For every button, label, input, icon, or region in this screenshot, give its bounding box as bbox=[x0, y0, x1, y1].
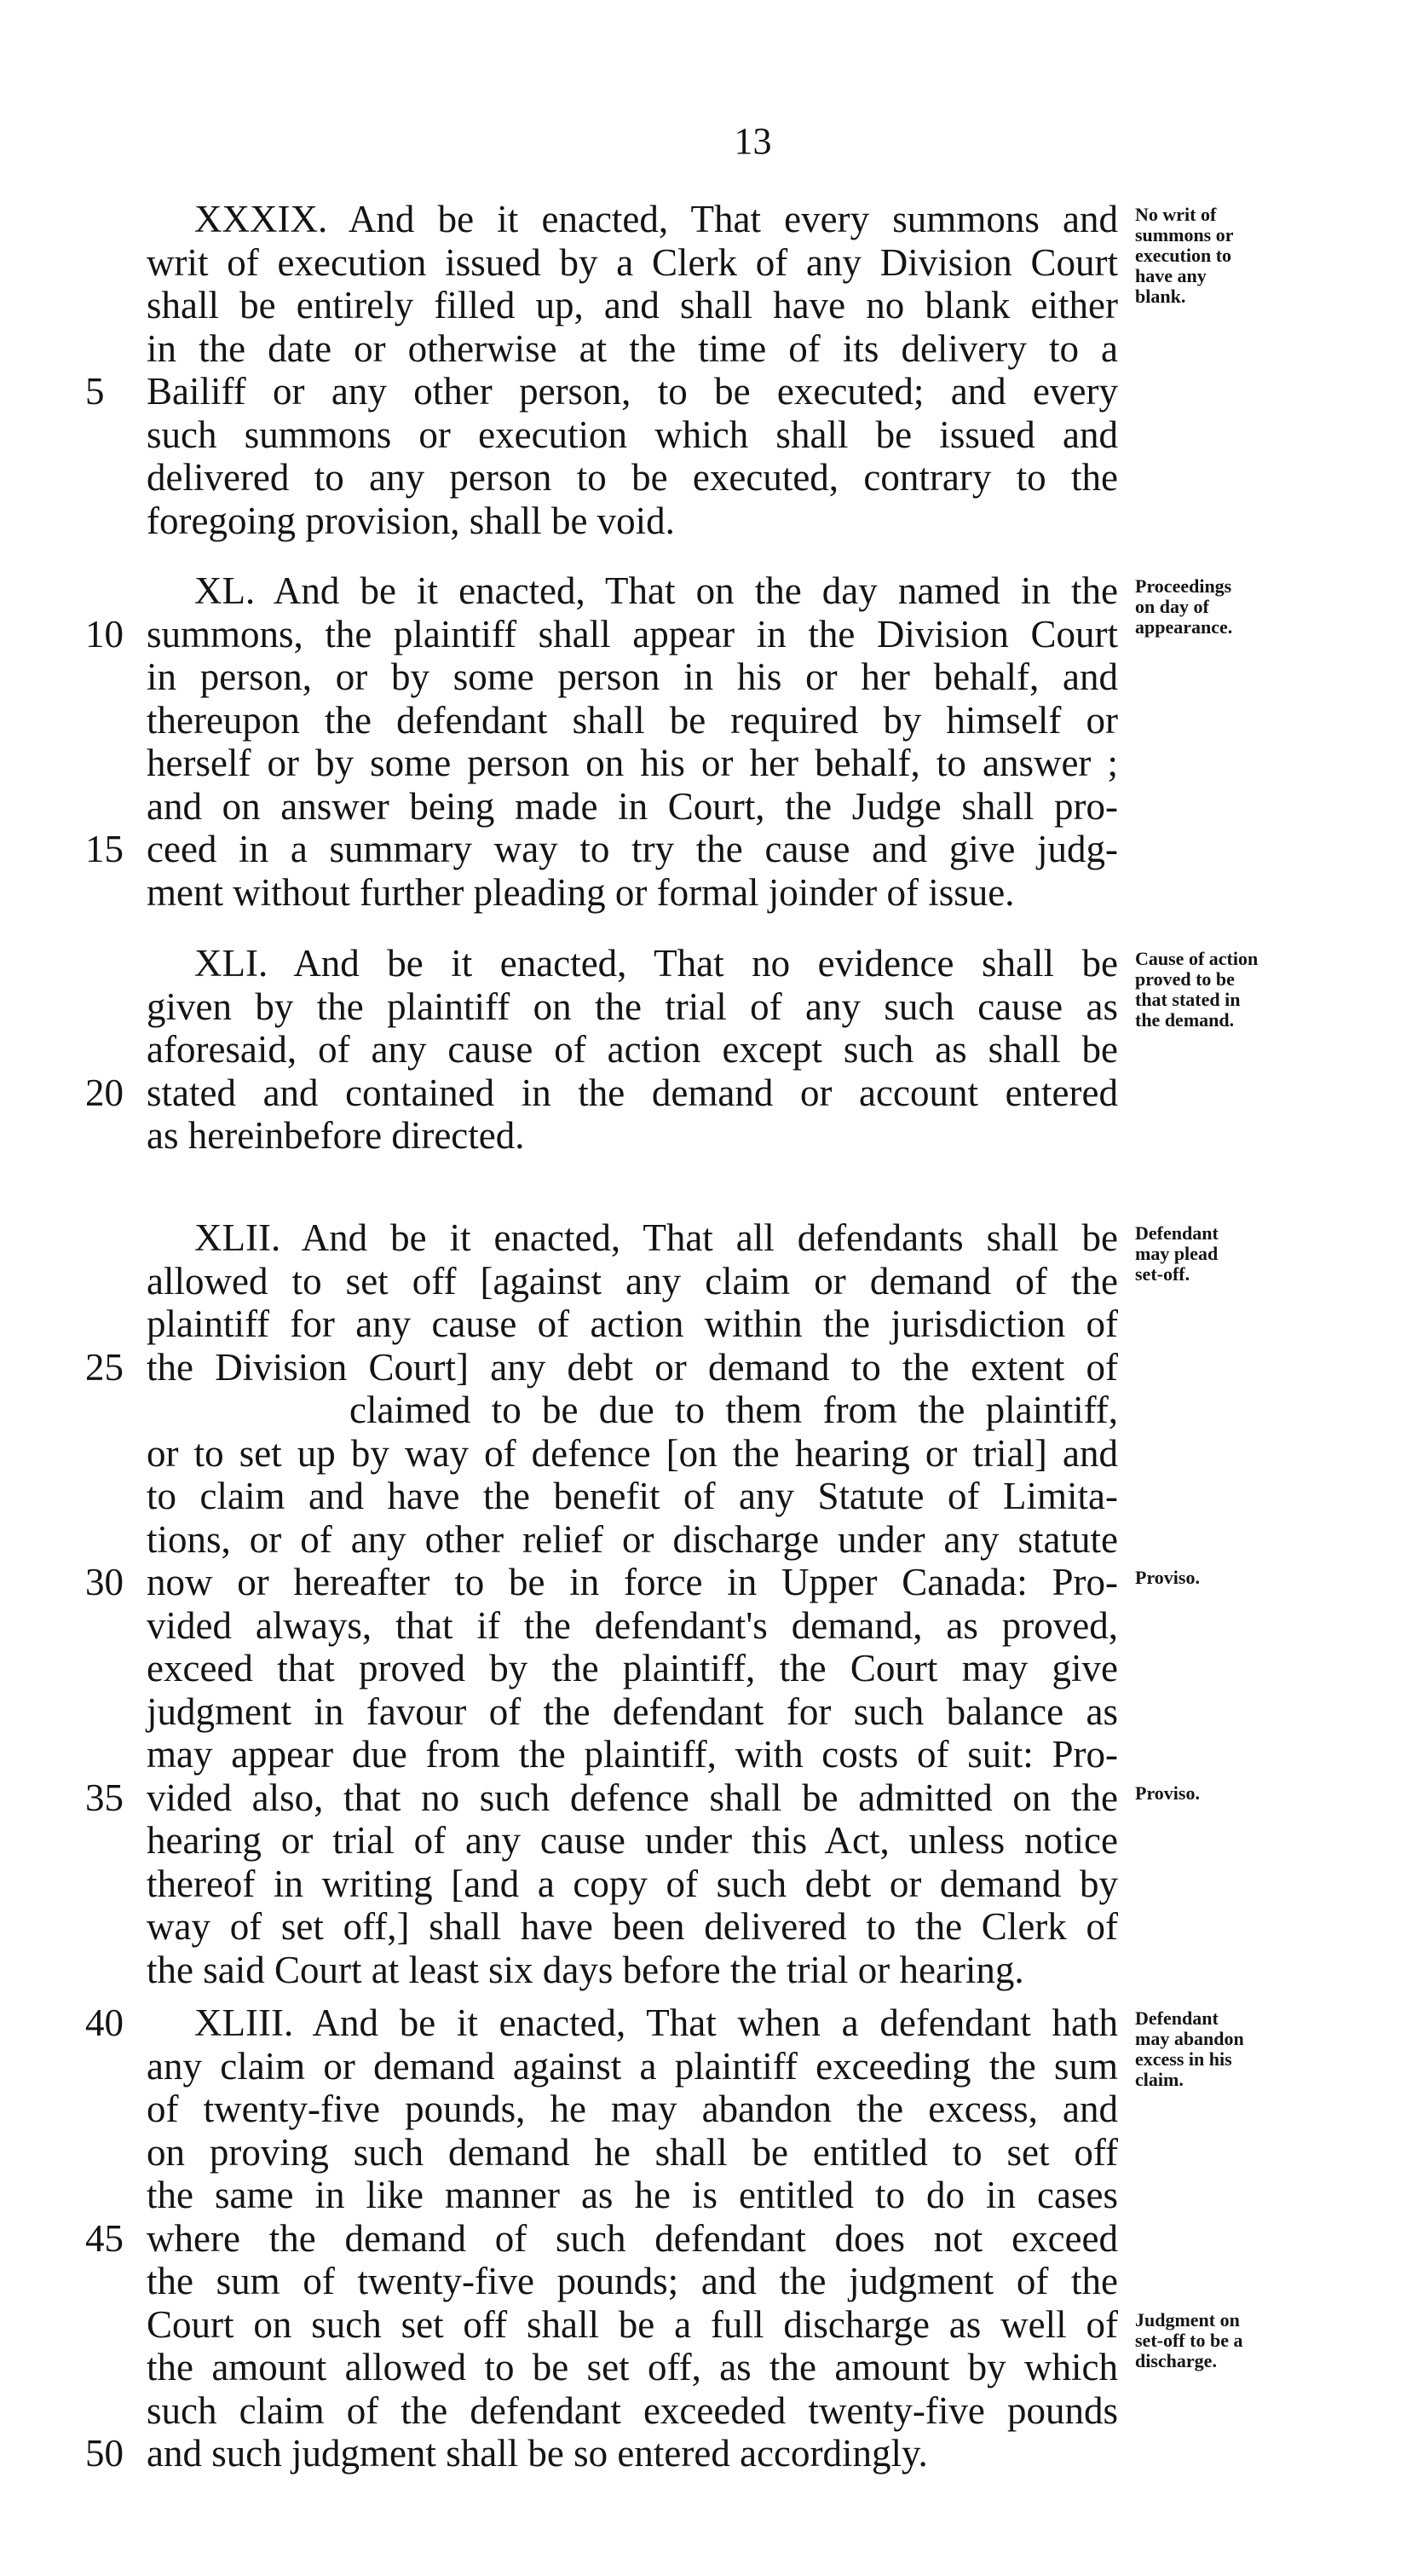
body-line: of twenty-five pounds, he may abandon the excess, and bbox=[147, 2088, 1118, 2130]
marginal-note-line: Cause of action bbox=[1135, 948, 1259, 969]
text-line bbox=[0, 1690, 1412, 1733]
text-line bbox=[0, 1905, 1412, 1948]
text-line bbox=[0, 1518, 1412, 1561]
text-line bbox=[0, 828, 1412, 870]
body-line: thereupon the defendant shall be required by himself or bbox=[147, 699, 1118, 742]
text-line bbox=[0, 1949, 1412, 1991]
text-line bbox=[0, 785, 1412, 828]
marginal-note-line: claim. bbox=[1135, 2069, 1184, 2090]
body-line: shall be entirely filled up, and shall have no blank either bbox=[147, 284, 1118, 326]
body-line: such summons or execution which shall be issued and bbox=[147, 413, 1118, 456]
body-line: way of set off,] shall have been delivered to the Clerk of bbox=[147, 1905, 1118, 1948]
body-line: now or hereafter to be in force in Upper Canada: Pro- bbox=[147, 1561, 1118, 1603]
text-line bbox=[0, 2174, 1412, 2216]
body-line: ceed in a summary way to try the cause and give judg- bbox=[147, 828, 1118, 870]
body-line: vided also, that no such defence shall be admitted on the bbox=[147, 1776, 1118, 1819]
marginal-note-line: Proceedings bbox=[1135, 575, 1232, 597]
body-line: any claim or demand against a plaintiff exceeding the sum bbox=[147, 2045, 1118, 2088]
body-line: vided always, that if the defendant's demand, as proved, bbox=[147, 1604, 1118, 1647]
text-line bbox=[0, 1302, 1412, 1345]
body-line: herself or by some person on his or her behalf, to answer ; bbox=[147, 742, 1118, 784]
body-line: plaintiff for any cause of action within the jurisdiction of bbox=[147, 1302, 1118, 1345]
body-line: in the date or otherwise at the time of its delivery to a bbox=[147, 327, 1118, 370]
marginal-note bbox=[1135, 1783, 1391, 1804]
marginal-note-line: blank. bbox=[1135, 286, 1186, 307]
text-line bbox=[0, 1346, 1412, 1389]
section-heading-line: XL. And be it enacted, That on the day named in the bbox=[194, 569, 1118, 612]
marginal-note bbox=[1135, 949, 1391, 1031]
text-line bbox=[0, 656, 1412, 698]
text-line bbox=[0, 699, 1412, 742]
marginal-note-line: Defendant bbox=[1135, 2007, 1219, 2029]
body-line: given by the plaintiff on the trial of any such cause as bbox=[147, 985, 1118, 1028]
section-heading-line: XLII. And be it enacted, That all defendants shall be bbox=[194, 1216, 1118, 1259]
line-number: 45 bbox=[85, 2217, 124, 2260]
body-line: the sum of twenty-five pounds; and the judgment of the bbox=[147, 2260, 1118, 2302]
body-line: summons, the plaintiff shall appear in the Division Court bbox=[147, 613, 1118, 656]
body-line: and on answer being made in Court, the Judge shall pro- bbox=[147, 785, 1118, 828]
marginal-note-line: appearance. bbox=[1135, 616, 1233, 638]
line-number: 20 bbox=[85, 1071, 124, 1114]
section-heading-line: XLIII. And be it enacted, That when a defendant hath bbox=[194, 2001, 1118, 2044]
text-line bbox=[0, 1114, 1412, 1157]
line-number: 15 bbox=[85, 828, 124, 870]
marginal-note-line: Proviso. bbox=[1135, 1782, 1200, 1804]
marginal-note-line: may plead bbox=[1135, 1243, 1219, 1264]
body-line: stated and contained in the demand or account entered bbox=[147, 1071, 1118, 1114]
marginal-note-line: that stated in bbox=[1135, 989, 1241, 1010]
marginal-note-line: on day of bbox=[1135, 596, 1209, 617]
body-line: delivered to any person to be executed, contrary to the bbox=[147, 456, 1118, 499]
body-line: allowed to set off [against any claim or demand of the bbox=[147, 1260, 1118, 1302]
body-line: may appear due from the plaintiff, with costs of suit: Pro- bbox=[147, 1733, 1118, 1776]
marginal-note-line: may abandon bbox=[1135, 2028, 1244, 2049]
marginal-note bbox=[1135, 205, 1391, 307]
text-line bbox=[0, 413, 1412, 456]
body-line: where the demand of such defendant does not exceed bbox=[147, 2217, 1118, 2260]
body-line: thereof in writing [and a copy of such debt or demand by bbox=[147, 1863, 1118, 1905]
line-number: 35 bbox=[85, 1776, 124, 1819]
text-line bbox=[0, 2217, 1412, 2260]
line-number: 40 bbox=[85, 2001, 124, 2044]
marginal-note-line: discharge. bbox=[1135, 2350, 1217, 2371]
body-line: the same in like manner as he is entitled to do in cases bbox=[147, 2174, 1118, 2216]
marginal-note bbox=[1135, 2008, 1391, 2090]
text-line bbox=[0, 1028, 1412, 1071]
marginal-note bbox=[1135, 1223, 1391, 1285]
text-line bbox=[0, 1475, 1412, 1517]
body-line: writ of execution issued by a Clerk of any Division Court bbox=[147, 241, 1118, 284]
body-line: exceed that proved by the plaintiff, the Court may give bbox=[147, 1647, 1118, 1689]
text-line bbox=[0, 327, 1412, 370]
body-line: the said Court at least six days before the trial or hearing. bbox=[147, 1949, 1024, 1991]
body-line: the Division Court] any debt or demand to the extent of bbox=[147, 1346, 1118, 1389]
marginal-note-line: have any bbox=[1135, 265, 1207, 286]
body-line: judgment in favour of the defendant for such balance as bbox=[147, 1690, 1118, 1733]
body-line: the amount allowed to be set off, as the amount by which bbox=[147, 2346, 1118, 2388]
page-number: 13 bbox=[734, 120, 772, 162]
text-line bbox=[0, 2389, 1412, 2432]
line-number: 25 bbox=[85, 1346, 124, 1389]
line-number: 5 bbox=[85, 370, 105, 413]
text-line bbox=[0, 2131, 1412, 2174]
text-line bbox=[0, 871, 1412, 914]
body-line: aforesaid, of any cause of action except such as shall be bbox=[147, 1028, 1118, 1071]
marginal-note-line: set-off. bbox=[1135, 1263, 1190, 1285]
text-line bbox=[0, 1819, 1412, 1862]
text-line bbox=[0, 1647, 1412, 1689]
body-line: hearing or trial of any cause under this Act, unless notice bbox=[147, 1819, 1118, 1862]
body-line: or to set up by way of defence [on the hearing or trial] and bbox=[147, 1432, 1118, 1475]
text-line bbox=[0, 1604, 1412, 1647]
body-line: tions, or of any other relief or discharge under any statute bbox=[147, 1518, 1118, 1561]
section-heading-line: XXXIX. And be it enacted, That every summons and bbox=[194, 198, 1118, 240]
text-line bbox=[0, 742, 1412, 784]
text-line bbox=[0, 2432, 1412, 2475]
text-line bbox=[0, 500, 1412, 542]
line-number: 50 bbox=[85, 2432, 124, 2475]
body-line: Court on such set off shall be a full discharge as well of bbox=[147, 2303, 1118, 2346]
body-line: claimed to be due to them from the plaintiff, bbox=[349, 1389, 1118, 1431]
text-line bbox=[0, 1432, 1412, 1475]
marginal-note-line: set-off to be a bbox=[1135, 2330, 1243, 2351]
section-heading-line: XLI. And be it enacted, That no evidence shall be bbox=[194, 942, 1118, 985]
body-line: to claim and have the benefit of any Statute of Limita- bbox=[147, 1475, 1118, 1517]
text-line bbox=[0, 2088, 1412, 2130]
marginal-note-line: summons or bbox=[1135, 224, 1234, 245]
body-line: such claim of the defendant exceeded twenty-five pounds bbox=[147, 2389, 1118, 2432]
marginal-note bbox=[1135, 2310, 1391, 2371]
body-line: foregoing provision, shall be void. bbox=[147, 500, 675, 542]
marginal-note-line: proved to be bbox=[1135, 968, 1235, 990]
text-line bbox=[0, 1733, 1412, 1776]
marginal-note-line: the demand. bbox=[1135, 1009, 1235, 1031]
text-line bbox=[0, 1863, 1412, 1905]
marginal-note-line: Defendant bbox=[1135, 1222, 1219, 1244]
text-line bbox=[0, 370, 1412, 413]
marginal-note-line: No writ of bbox=[1135, 204, 1217, 225]
text-line bbox=[0, 1071, 1412, 1114]
text-line bbox=[0, 2260, 1412, 2302]
marginal-note bbox=[1135, 576, 1391, 638]
marginal-note-line: Proviso. bbox=[1135, 1567, 1200, 1588]
marginal-note-line: excess in his bbox=[1135, 2048, 1232, 2070]
text-line bbox=[0, 456, 1412, 499]
body-line: ment without further pleading or formal joinder of issue. bbox=[147, 871, 1015, 914]
body-line: on proving such demand he shall be entitled to set off bbox=[147, 2131, 1118, 2174]
body-line: and such judgment shall be so entered accordingly. bbox=[147, 2432, 928, 2475]
marginal-note bbox=[1135, 1568, 1391, 1588]
body-line: as hereinbefore directed. bbox=[147, 1114, 525, 1157]
marginal-note-line: execution to bbox=[1135, 245, 1232, 266]
body-line: Bailiff or any other person, to be executed; and every bbox=[147, 370, 1118, 413]
text-line bbox=[0, 1389, 1412, 1431]
marginal-note-line: Judgment on bbox=[1135, 2309, 1240, 2331]
line-number: 30 bbox=[85, 1561, 124, 1603]
body-line: in person, or by some person in his or her behalf, and bbox=[147, 656, 1118, 698]
line-number: 10 bbox=[85, 613, 124, 656]
